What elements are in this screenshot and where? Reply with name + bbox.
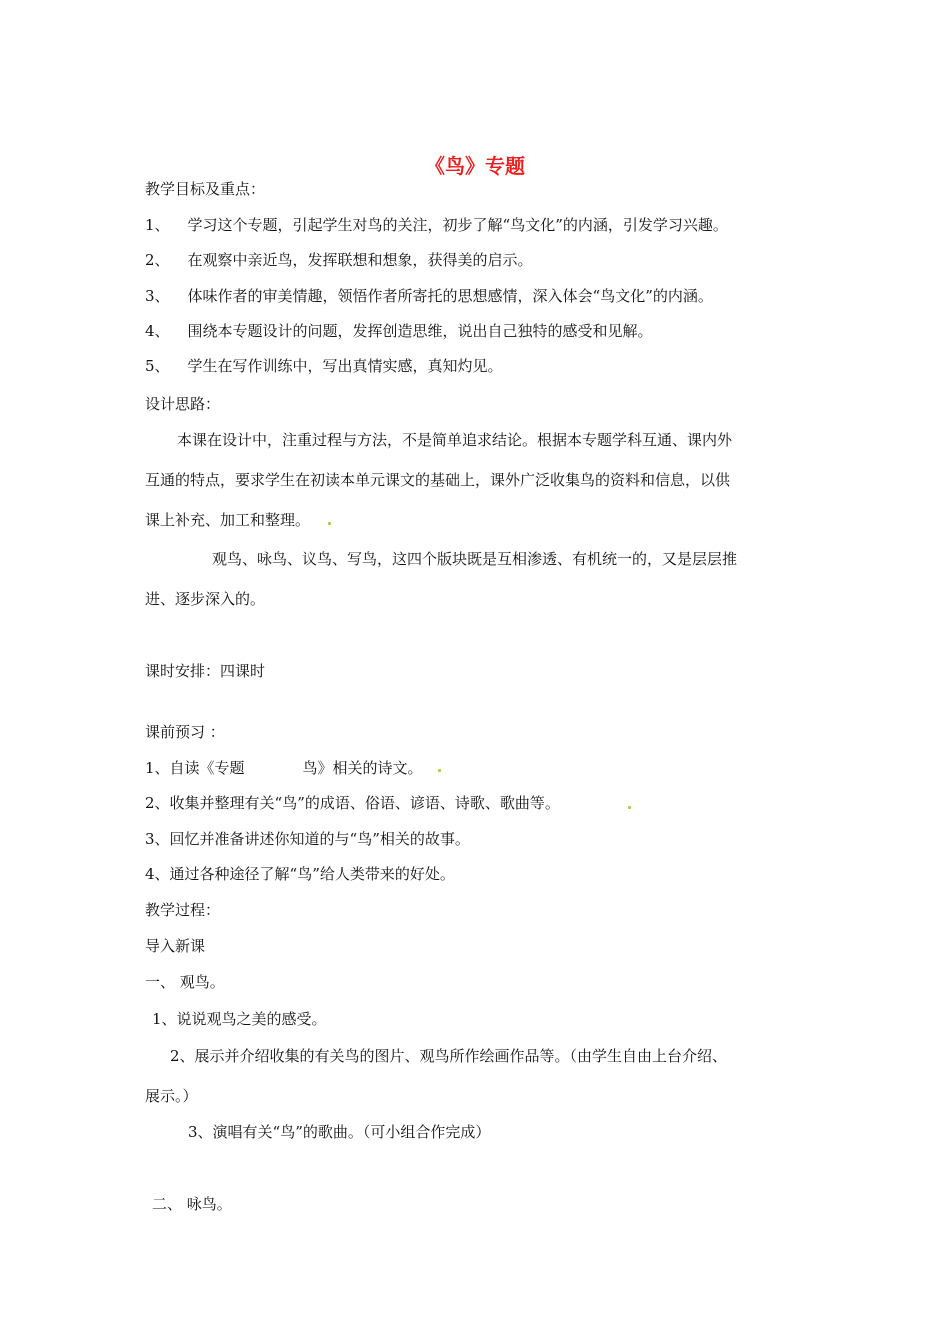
preview-item-1 <box>145 758 423 778</box>
process-section-1-item-3: 3、演唱有关“鸟”的歌曲。（可小组合作完成） <box>188 1123 491 1141</box>
design-paragraph-1-line-3: 课上补充、加工和整理。 <box>145 511 311 529</box>
goal-text: 学习这个专题，引起学生对鸟的关注，初步了解“鸟文化”的内涵，引发学习兴趣。 <box>187 216 728 234</box>
goal-item-3 <box>145 286 713 306</box>
process-section-1-item-1: 1、说说观鸟之美的感受。 <box>152 1010 327 1028</box>
preview-item-1-part-a: 1、自读《专题 <box>145 759 245 777</box>
design-paragraph-2-line-1: 观鸟、咏鸟、议鸟、写鸟，这四个版块既是互相渗透、有机统一的，又是层层推 <box>212 550 738 568</box>
preview-item-4: 4、通过各种途径了解“鸟”给人类带来的好处。 <box>145 865 455 883</box>
process-section-1-item-2-line-2: 展示。） <box>145 1087 198 1105</box>
goals-heading: 教学目标及重点： <box>145 180 266 198</box>
goal-text: 在观察中亲近鸟，发挥联想和想象，获得美的启示。 <box>187 251 533 269</box>
goal-text: 围绕本专题设计的问题，发挥创造思维，说出自己独特的感受和见解。 <box>187 322 653 340</box>
process-intro: 导入新课 <box>145 937 206 955</box>
design-paragraph-2-line-2: 进、逐步深入的。 <box>145 590 266 608</box>
process-section-1: 一、 观鸟。 <box>145 973 225 991</box>
design-paragraph-1-line-2: 互通的特点，要求学生在初读本单元课文的基础上，课外广泛收集鸟的资料和信息，以供 <box>145 471 731 489</box>
goal-number: 4、 <box>145 322 170 340</box>
process-heading: 教学过程： <box>145 901 221 919</box>
goal-number: 2、 <box>145 251 170 269</box>
goal-item-4 <box>145 321 653 341</box>
design-heading: 设计思路： <box>145 395 221 413</box>
preview-item-3: 3、回忆并准备讲述你知道的与“鸟”相关的故事。 <box>145 830 470 848</box>
process-section-1-item-2-line-1: 2、展示并介绍收集的有关鸟的图片、观鸟所作绘画作品等。（由学生自由上台介绍、 <box>170 1047 728 1065</box>
goal-item-5 <box>145 356 503 376</box>
goal-text: 学生在写作训练中，写出真情实感，真知灼见。 <box>187 357 503 375</box>
process-section-2: 二、 咏鸟。 <box>152 1195 232 1213</box>
preview-item-2: 2、收集并整理有关“鸟”的成语、俗语、谚语、诗歌、歌曲等。 <box>145 794 560 812</box>
goal-number: 5、 <box>145 357 170 375</box>
preview-item-1-part-b: 鸟》相关的诗文。 <box>302 759 423 777</box>
goal-number: 1、 <box>145 216 170 234</box>
design-paragraph-1-line-1: 本课在设计中，注重过程与方法，不是简单追求结论。根据本专题学科互通、课内外 <box>177 431 733 449</box>
goal-number: 3、 <box>145 287 170 305</box>
document-title: 《鸟》专题 <box>425 154 525 178</box>
preview-heading: 课前预习 ： <box>145 723 225 741</box>
speck-mark <box>438 769 441 772</box>
speck-mark <box>328 522 331 525</box>
goal-text: 体味作者的审美情趣，领悟作者所寄托的思想感情，深入体会“鸟文化”的内涵。 <box>187 287 713 305</box>
speck-mark <box>628 806 631 809</box>
goal-item-1 <box>145 215 728 235</box>
goal-item-2 <box>145 250 533 270</box>
schedule-line: 课时安排：四课时 <box>145 662 266 680</box>
